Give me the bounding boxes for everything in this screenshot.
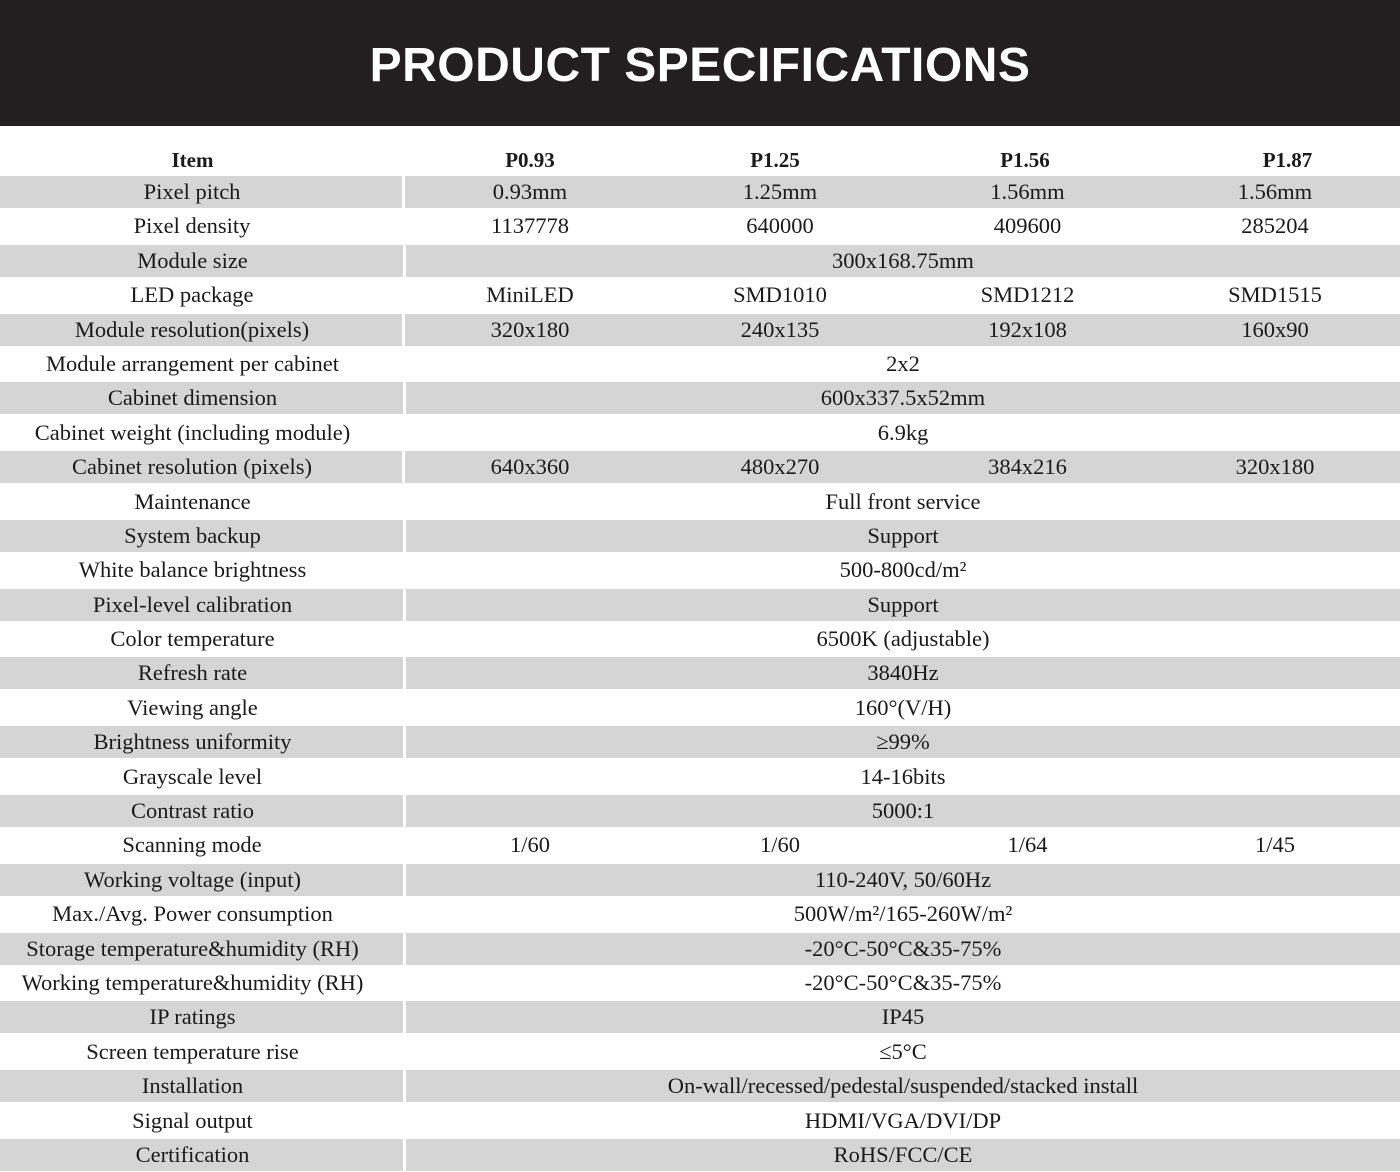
row-label: Module resolution(pixels) xyxy=(0,317,384,343)
table-row xyxy=(0,348,1400,380)
table-row xyxy=(0,382,1400,414)
row-values xyxy=(405,829,1400,861)
row-label: Signal output xyxy=(0,1108,385,1134)
row-label: Working voltage (input) xyxy=(0,867,385,893)
spec-table xyxy=(0,176,1400,1171)
row-merged-value xyxy=(406,1001,1400,1033)
row-cell: 1.56mm xyxy=(990,179,1065,204)
table-row xyxy=(0,761,1400,793)
table-row xyxy=(0,864,1400,896)
row-label: Module arrangement per cabinet xyxy=(0,351,385,377)
row-merged-value xyxy=(406,898,1400,930)
column-header-p187: P1.87 xyxy=(1262,148,1313,172)
row-cell: 320x180 xyxy=(1235,454,1315,480)
row-merged-value xyxy=(406,1036,1400,1068)
table-row xyxy=(0,623,1400,655)
row-merged-value xyxy=(406,967,1400,999)
table-row xyxy=(0,520,1400,552)
row-label: Pixel pitch xyxy=(0,179,384,205)
row-cell: 110-240V, 50/60Hz xyxy=(814,866,992,892)
table-row xyxy=(0,933,1400,965)
row-merged-value xyxy=(406,1139,1400,1171)
row-cell: 6.9kg xyxy=(877,419,929,445)
row-merged-value xyxy=(406,486,1400,518)
row-values xyxy=(405,210,1400,242)
row-label: Color temperature xyxy=(0,626,385,652)
table-row xyxy=(0,314,1400,346)
row-label: Working temperature&humidity (RH) xyxy=(0,970,385,996)
row-cell: -20°C-50°C&35-75% xyxy=(804,935,1002,961)
table-row xyxy=(0,1036,1400,1068)
row-label: Cabinet resolution (pixels) xyxy=(0,454,384,480)
row-merged-value xyxy=(406,623,1400,655)
row-label: Module size xyxy=(0,248,385,274)
table-row xyxy=(0,486,1400,518)
row-cell: 240x135 xyxy=(740,316,820,342)
row-cell: 1.56mm xyxy=(1237,179,1313,204)
row-merged-value xyxy=(406,589,1400,621)
column-header-p156: P1.56 xyxy=(1000,148,1050,172)
column-header-p093: P0.93 xyxy=(505,148,555,172)
table-row xyxy=(0,176,1400,208)
row-label: Certification xyxy=(0,1142,385,1168)
row-cell: ≤5°C xyxy=(879,1038,927,1064)
title-banner xyxy=(0,0,1400,126)
row-cell: RoHS/FCC/CE xyxy=(833,1141,973,1167)
table-row xyxy=(0,967,1400,999)
table-row xyxy=(0,245,1400,277)
row-cell: 640000 xyxy=(746,213,814,239)
row-label: LED package xyxy=(0,282,384,308)
row-label: Cabinet dimension xyxy=(0,385,385,411)
row-label: Scanning mode xyxy=(0,832,384,858)
row-cell: Support xyxy=(867,591,939,617)
row-cell: 409600 xyxy=(993,213,1062,239)
row-merged-value xyxy=(406,417,1400,449)
table-row xyxy=(0,451,1400,483)
row-cell: 600x337.5x52mm xyxy=(820,385,986,411)
row-merged-value xyxy=(406,933,1400,965)
row-values xyxy=(405,314,1400,346)
row-cell: 2x2 xyxy=(886,350,920,376)
row-merged-value xyxy=(406,245,1400,277)
row-cell: 1137778 xyxy=(491,213,569,239)
row-merged-value xyxy=(406,554,1400,586)
row-label: White balance brightness xyxy=(0,557,385,583)
row-cell: 160x90 xyxy=(1241,316,1309,342)
row-cell: 300x168.75mm xyxy=(832,247,974,273)
row-cell: 500-800cd/m² xyxy=(839,557,967,583)
row-merged-value xyxy=(406,1070,1400,1102)
row-cell: 192x108 xyxy=(988,316,1067,342)
table-row xyxy=(0,692,1400,724)
row-merged-value xyxy=(406,864,1400,896)
row-label: System backup xyxy=(0,523,385,549)
row-cell: 1/64 xyxy=(1007,832,1048,858)
row-cell: SMD1010 xyxy=(733,282,827,308)
row-label: Pixel density xyxy=(0,213,384,239)
row-label: Viewing angle xyxy=(0,695,385,721)
table-row xyxy=(0,589,1400,621)
table-row xyxy=(0,1139,1400,1171)
table-row xyxy=(0,657,1400,689)
row-cell: 1.25mm xyxy=(742,179,818,204)
table-header xyxy=(0,126,1400,176)
row-cell: Full front service xyxy=(825,488,981,514)
row-label: IP ratings xyxy=(0,1004,385,1030)
row-cell: ≥99% xyxy=(876,729,930,755)
row-label: Contrast ratio xyxy=(0,798,385,824)
column-header-item: Item xyxy=(171,148,214,172)
row-merged-value xyxy=(406,761,1400,793)
row-cell: On-wall/recessed/pedestal/suspended/stacked install xyxy=(667,1073,1139,1099)
row-label: Max./Avg. Power consumption xyxy=(0,901,385,927)
row-merged-value xyxy=(406,382,1400,414)
row-cell: 480x270 xyxy=(740,454,820,480)
table-row xyxy=(0,1105,1400,1137)
row-cell: SMD1212 xyxy=(980,282,1075,308)
column-header-p125: P1.25 xyxy=(750,148,800,172)
table-row xyxy=(0,417,1400,449)
row-label: Maintenance xyxy=(0,489,385,515)
row-cell: 1/60 xyxy=(759,832,800,858)
row-merged-value xyxy=(406,1105,1400,1137)
row-label: Pixel-level calibration xyxy=(0,592,385,618)
row-values xyxy=(405,176,1400,208)
table-row xyxy=(0,726,1400,758)
table-row xyxy=(0,829,1400,861)
row-merged-value xyxy=(406,348,1400,380)
row-cell: 160°(V/H) xyxy=(854,694,952,720)
row-cell: IP45 xyxy=(881,1004,925,1030)
table-row xyxy=(0,795,1400,827)
row-cell: Support xyxy=(867,522,939,548)
table-row xyxy=(0,1001,1400,1033)
row-cell: HDMI/VGA/DVI/DP xyxy=(804,1107,1002,1133)
row-merged-value xyxy=(406,692,1400,724)
row-cell: MiniLED xyxy=(486,282,574,308)
row-merged-value xyxy=(406,520,1400,552)
row-label: Brightness uniformity xyxy=(0,729,385,755)
row-cell: 6500K (adjustable) xyxy=(816,626,990,652)
row-cell: 1/45 xyxy=(1254,832,1295,858)
row-cell: 0.93mm xyxy=(492,179,568,204)
table-row xyxy=(0,210,1400,242)
row-label: Installation xyxy=(0,1073,385,1099)
row-cell: 320x180 xyxy=(490,316,570,342)
row-cell: 384x216 xyxy=(988,454,1067,480)
row-cell: 3840Hz xyxy=(867,660,939,686)
row-label: Cabinet weight (including module) xyxy=(0,420,385,446)
row-cell: 1/60 xyxy=(509,832,550,858)
row-values xyxy=(405,451,1400,483)
page-title: PRODUCT SPECIFICATIONS xyxy=(369,38,1031,92)
row-label: Screen temperature rise xyxy=(0,1039,385,1065)
row-merged-value xyxy=(406,726,1400,758)
row-cell: 14-16bits xyxy=(860,763,946,789)
table-row xyxy=(0,1070,1400,1102)
row-label: Grayscale level xyxy=(0,764,385,790)
row-label: Storage temperature&humidity (RH) xyxy=(0,936,385,962)
row-cell: 640x360 xyxy=(490,454,570,480)
row-cell: -20°C-50°C&35-75% xyxy=(804,969,1002,995)
row-merged-value xyxy=(406,795,1400,827)
row-merged-value xyxy=(406,657,1400,689)
table-row xyxy=(0,898,1400,930)
row-cell: 285204 xyxy=(1241,213,1309,239)
row-label: Refresh rate xyxy=(0,660,385,686)
row-cell: 500W/m²/165-260W/m² xyxy=(793,901,1013,927)
row-cell: 5000:1 xyxy=(871,798,935,824)
row-cell: SMD1515 xyxy=(1228,282,1322,308)
table-row xyxy=(0,554,1400,586)
row-values xyxy=(405,279,1400,311)
table-row xyxy=(0,279,1400,311)
